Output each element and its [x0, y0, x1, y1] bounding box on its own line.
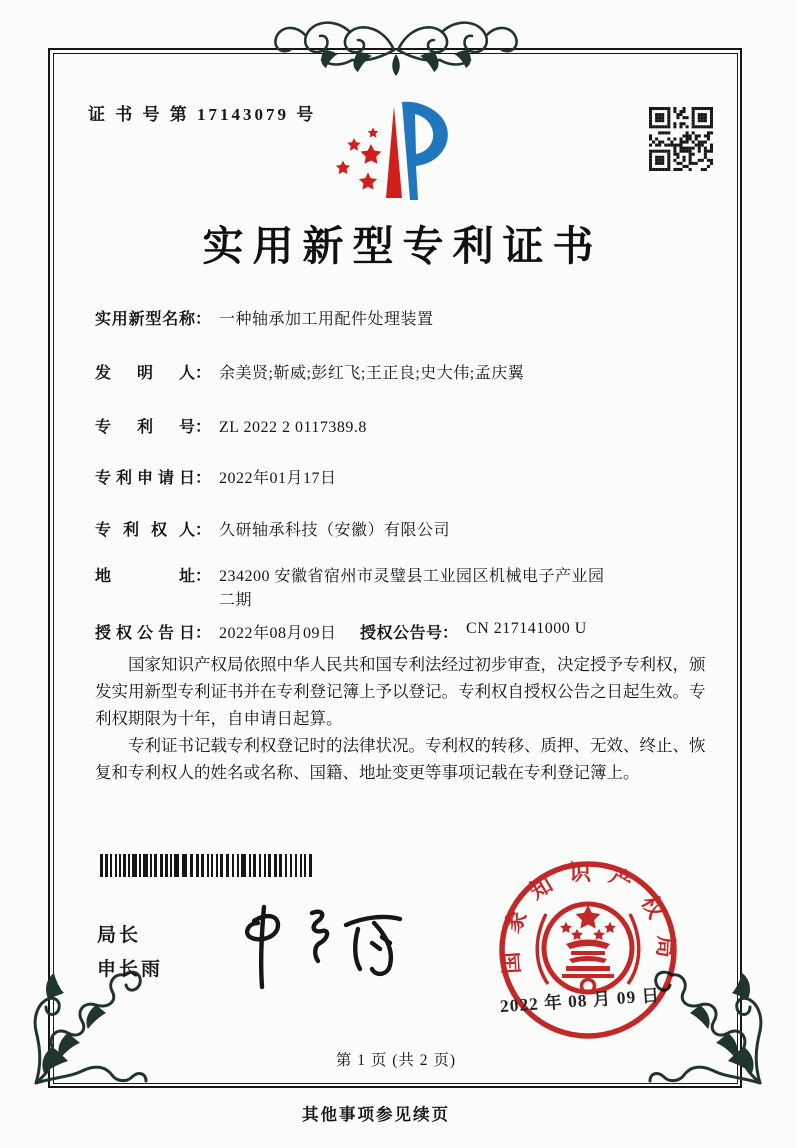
field-value: 234200 安徽省宿州市灵璧县工业园区机械电子产业园二期 [219, 568, 605, 609]
field-value: 余美贤;靳威;彭红飞;王正良;史大伟;孟庆翼 [219, 365, 525, 382]
legal-paragraph-1: 国家知识产权局依照中华人民共和国专利法经过初步审查，决定授予专利权，颁发实用新型专利证书并在专利登记簿上予以登记。专利权自授权公告之日起生效。专利权期限为十年，自申请日起算。 [95, 655, 706, 729]
border-ornament-top [266, 14, 526, 76]
barcode [100, 854, 312, 877]
field-colon: ： [195, 568, 212, 585]
field-value: 2022年01月17日 [219, 470, 337, 487]
field-value: 2022年08月09日 [219, 625, 337, 642]
field-application-date [95, 467, 337, 491]
field-colon: ： [195, 625, 212, 642]
certificate-number: 证 书 号 第 17143079 号 [88, 105, 317, 124]
signer-title: 局长 [97, 925, 142, 946]
cnipa-logo-icon [336, 100, 458, 204]
field-colon: ： [195, 419, 212, 436]
field-label: 专利申请日 [95, 470, 195, 487]
field-patentee [95, 519, 450, 543]
grant-info-row [95, 620, 715, 646]
field-colon: ： [195, 470, 212, 487]
field-label: 发明人 [95, 365, 195, 382]
field-label: 专利权人 [95, 522, 195, 539]
field-value: ZL 2022 2 0117389.8 [219, 419, 367, 436]
field-value: 久研轴承科技（安徽）有限公司 [219, 522, 451, 539]
field-label: 地址 [95, 568, 195, 585]
field-value: CN 217141000 U [466, 620, 587, 637]
field-address [95, 565, 611, 613]
field-value: 一种轴承加工用配件处理装置 [219, 311, 434, 328]
field-utility-model-name [95, 308, 434, 332]
seal-ring-text: 国家知识产权局 [496, 860, 680, 975]
field-label: 授权公告日 [95, 625, 195, 642]
legal-text-block [95, 651, 717, 786]
field-inventors [95, 362, 524, 386]
field-colon: ： [195, 311, 212, 328]
seal-date: 2022 年 08 月 09 日 [499, 984, 661, 1017]
field-label: 授权公告号 [360, 625, 442, 642]
field-label: 专利号 [95, 419, 195, 436]
signer-name: 申长雨 [97, 959, 164, 980]
field-patent-number [95, 416, 367, 440]
field-colon: ： [195, 522, 212, 539]
field-grant-date [95, 620, 337, 643]
page-number: 第 1 页 (共 2 页) [335, 1052, 457, 1069]
field-label: 实用新型名称 [95, 311, 195, 328]
legal-paragraph-2: 专利证书记载专利权登记时的法律状况。专利权的转移、质押、无效、终止、恢复和专利权人的姓名或名称、国籍、地址变更等事项记载在专利登记簿上。 [95, 736, 706, 783]
continuation-note: 其他事项参见续页 [302, 1105, 450, 1124]
official-seal [470, 838, 720, 1055]
qr-code [649, 107, 713, 171]
director-signature [226, 899, 416, 994]
field-colon: ： [442, 625, 459, 642]
field-colon: ： [195, 365, 212, 382]
certificate-title: 实用新型专利证书 [202, 223, 603, 269]
field-grant-number [360, 620, 587, 643]
